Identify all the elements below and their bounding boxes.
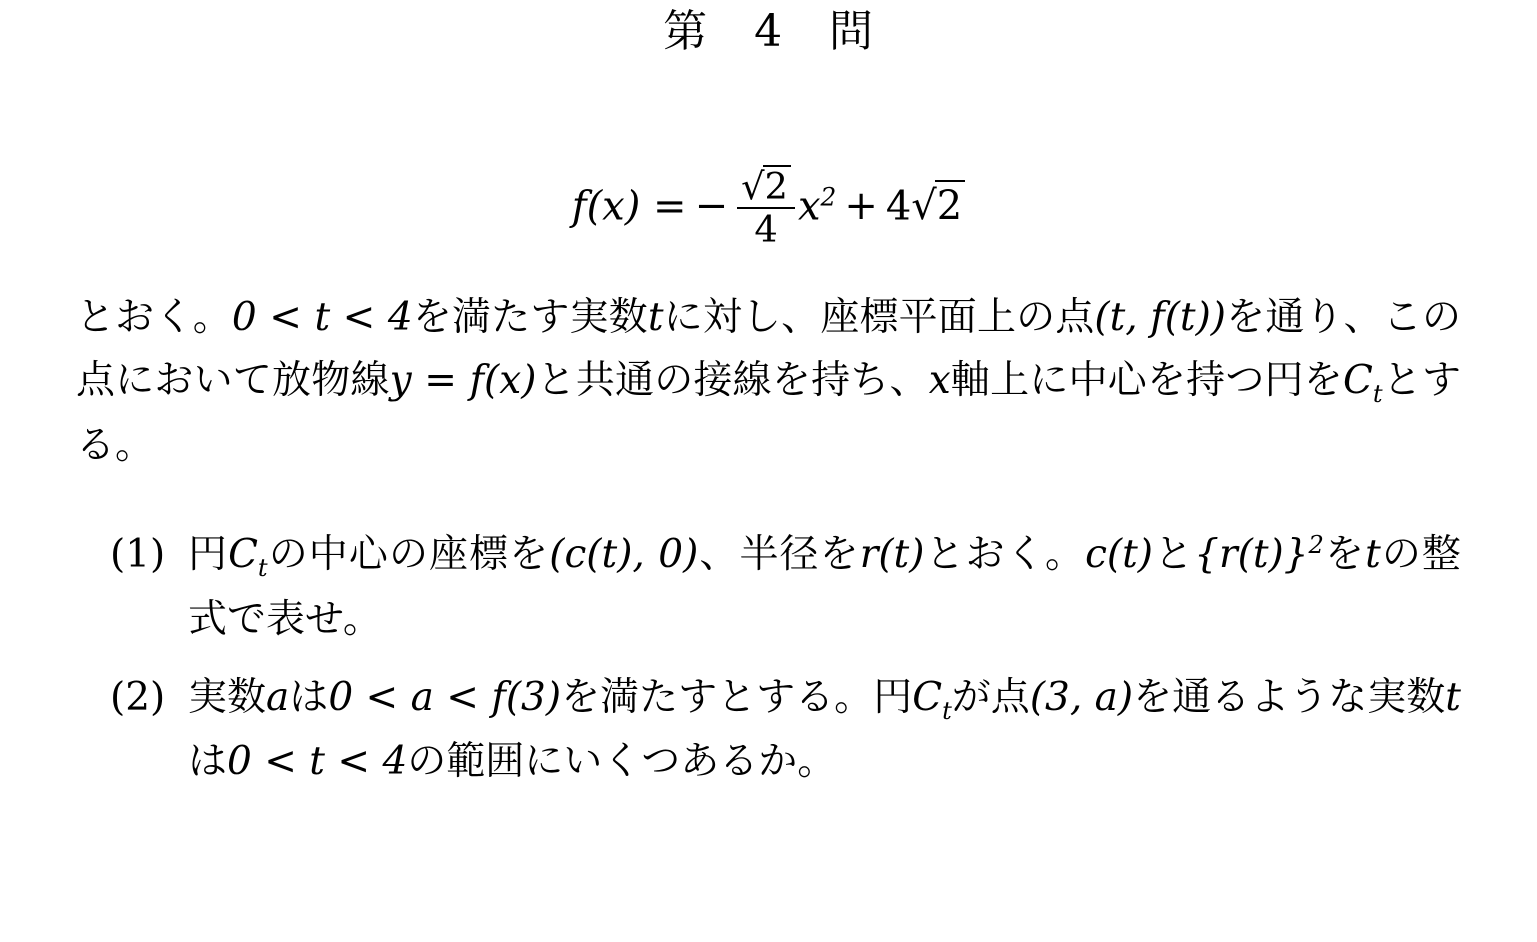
q2-ineq-a: 0 < a < f(3) (328, 674, 562, 720)
title-kanji-first: 第 (663, 6, 709, 57)
formula-minus: − (694, 183, 729, 230)
circle-c: C (1342, 358, 1373, 404)
q2-ineq-t: 0 < t < 4 (227, 739, 408, 785)
statement-seg-11: 軸上に中心を持つ円を (950, 358, 1343, 404)
fraction-denominator: 4 (737, 207, 795, 250)
q2-seg-3: は (289, 674, 329, 720)
q2-seg-13: の範囲にいくつあるか。 (407, 739, 837, 785)
q1-radius-exponent: 2 (1308, 531, 1324, 560)
exam-page (0, 6, 1537, 942)
statement-parabola-eq: y = f(x) (389, 358, 537, 404)
q2-seg-9: を通るような実数 (1133, 674, 1446, 720)
statement-seg-5: に対し、座標平面上の点 (663, 295, 1095, 341)
sqrt-icon: √2 (741, 165, 791, 207)
q1-radius-braces: {r(t)} (1194, 532, 1309, 578)
q1-circle-ct (228, 532, 268, 583)
title-number: 4 (754, 6, 783, 57)
item-body-2 (188, 666, 1461, 794)
q2-point-3a: (3, a) (1029, 674, 1134, 720)
formula-exponent: 2 (820, 182, 837, 212)
q1-radius-rt: r(t) (859, 532, 925, 578)
page-title (0, 6, 1537, 59)
fraction-numerator (737, 165, 795, 208)
statement-ineq-t: 0 < t < 4 (231, 295, 413, 341)
formula-plus: + (844, 183, 878, 230)
sqrt-radicand-2: 2 (935, 180, 965, 229)
q2-seg-5: を満たすとする。円 (561, 674, 913, 720)
q1-seg-5: 、半径を (698, 532, 860, 578)
item-label-2: (2) (110, 674, 166, 720)
q2-seg-1: 実数 (188, 674, 267, 720)
q1-radius-squared (1194, 532, 1324, 577)
display-formula (0, 164, 1537, 252)
q1-ct-func: c(t) (1085, 532, 1154, 578)
sqrt-radicand: 2 (763, 165, 791, 207)
statement-seg-3: を満たす実数 (412, 295, 648, 341)
q2-seg-7: が点 (951, 674, 1030, 720)
item-body-1 (188, 523, 1461, 651)
question-list (110, 523, 1461, 793)
q1-circle-c: C (228, 532, 258, 578)
list-item (110, 666, 1461, 794)
q2-var-a: a (266, 674, 290, 720)
statement-circle-ct (1342, 358, 1383, 409)
q1-var-t: t (1365, 532, 1381, 578)
formula-coefficient: 4 (885, 183, 912, 230)
statement-seg-9: と共通の接線を持ち、 (536, 358, 929, 404)
q1-seg-1: 円 (188, 532, 229, 578)
q1-seg-9: と (1153, 532, 1195, 578)
formula-lhs: f(x) = (571, 183, 687, 230)
list-item (110, 523, 1461, 651)
q1-center-coords: (c(t), 0) (549, 532, 699, 578)
title-kanji-last: 問 (828, 6, 874, 57)
circle-subscript-t: t (1372, 380, 1383, 409)
q2-var-t: t (1445, 674, 1461, 720)
sqrt-icon-2: √2 (911, 180, 965, 229)
item-label-1: (1) (110, 532, 166, 578)
statement-var-t: t (647, 295, 664, 341)
q1-seg-11: を (1323, 532, 1366, 578)
q1-circle-subscript-t: t (257, 554, 268, 583)
q2-seg-11: は (188, 739, 228, 785)
statement-seg-1: とおく。 (76, 295, 232, 341)
q2-circle-ct (912, 674, 952, 725)
q2-circle-c: C (912, 674, 943, 720)
statement-seg-13: とする。 (76, 358, 1461, 469)
problem-statement (76, 286, 1461, 477)
statement-seg-7: を通り、この点において放物線 (76, 295, 1461, 404)
formula-variable-x: x (797, 183, 821, 230)
statement-point-tft: (t, f(t)) (1094, 295, 1227, 341)
q1-seg-3: の中心の座標を (267, 532, 550, 578)
formula-fraction (737, 165, 795, 250)
q2-circle-subscript-t: t (942, 696, 952, 725)
q1-seg-13: の整式で表せ。 (188, 532, 1461, 643)
q1-seg-7: とおく。 (924, 532, 1086, 578)
statement-axis-x: x (928, 358, 951, 404)
